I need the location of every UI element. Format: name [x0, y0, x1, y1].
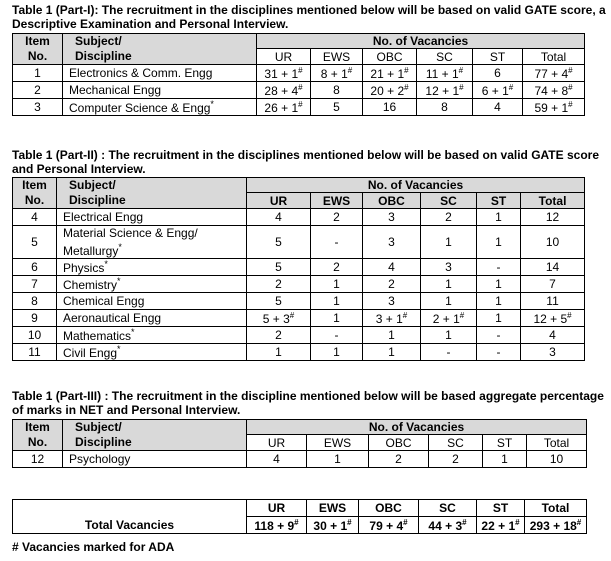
sc-header: SC	[429, 435, 483, 451]
table-row	[13, 226, 585, 259]
obc-cell: 3	[363, 293, 421, 310]
sc-cell: 1	[421, 293, 477, 310]
obc-header: OBC	[369, 435, 429, 451]
ur-cell: 31 + 1#	[257, 65, 311, 82]
total-cell: 12 + 5#	[521, 310, 585, 327]
st-cell: 6 + 1#	[473, 82, 523, 99]
ews-header: EWS	[311, 49, 363, 65]
item-no: 8	[13, 293, 57, 310]
total-sc: 44 + 3#	[419, 517, 477, 534]
ews-cell: 1	[307, 451, 369, 468]
ur-cell: 5 + 3#	[247, 310, 311, 327]
ews-header: EWS	[307, 500, 359, 517]
discipline-cell: Civil Engg*	[57, 344, 247, 361]
st-header: ST	[483, 435, 527, 451]
ews-cell: -	[311, 226, 363, 259]
sc-cell: 2	[421, 209, 477, 226]
ur-cell: 2	[247, 276, 311, 293]
total-header: Total	[525, 500, 587, 517]
total-cell: 3	[521, 344, 585, 361]
table-row	[13, 344, 585, 361]
ur-cell: 28 + 4#	[257, 82, 311, 99]
sc-cell: 11 + 1#	[417, 65, 473, 82]
ews-header: EWS	[307, 435, 369, 451]
obc-cell: 2	[369, 451, 429, 468]
st-header: ST	[473, 49, 523, 65]
sc-header: SC	[417, 49, 473, 65]
item-header: Item	[13, 178, 57, 193]
sc-header: SC	[421, 193, 477, 209]
discipline-cell: Computer Science & Engg*	[63, 99, 257, 116]
totals-label: Total Vacancies	[13, 517, 247, 534]
st-cell: 1	[477, 226, 521, 259]
ur-header: UR	[247, 500, 307, 517]
obc-header: OBC	[359, 500, 419, 517]
item-header: Item	[13, 34, 63, 49]
total-ews: 30 + 1#	[307, 517, 359, 534]
total-obc: 79 + 4#	[359, 517, 419, 534]
item-no: 1	[13, 65, 63, 82]
ews-cell: 2	[311, 259, 363, 276]
ur-cell: 5	[247, 226, 311, 259]
table-row	[13, 276, 585, 293]
ur-header: UR	[247, 435, 307, 451]
discipline-cell: Electronics & Comm. Engg	[63, 65, 257, 82]
obc-cell: 3	[363, 209, 421, 226]
discipline-cell: Electrical Engg	[57, 209, 247, 226]
sc-cell: 3	[421, 259, 477, 276]
table-row	[13, 259, 585, 276]
sc-cell: 12 + 1#	[417, 82, 473, 99]
footnote: # Vacancies marked for ADA	[12, 540, 175, 554]
sc-cell: -	[421, 344, 477, 361]
discipline-cell: Mathematics*	[57, 327, 247, 344]
discipline-header: Discipline	[63, 49, 257, 65]
table-row	[13, 99, 585, 116]
table-row	[13, 82, 585, 99]
item-no: 9	[13, 310, 57, 327]
totals-table	[12, 499, 587, 534]
discipline-cell: Mechanical Engg	[63, 82, 257, 99]
sc-cell: 1	[421, 327, 477, 344]
sc-cell: 2 + 1#	[421, 310, 477, 327]
item-no: 3	[13, 99, 63, 116]
sc-header: SC	[419, 500, 477, 517]
st-cell: 1	[477, 276, 521, 293]
total-cell: 12	[521, 209, 585, 226]
sc-cell: 2	[429, 451, 483, 468]
item-no: 11	[13, 344, 57, 361]
discipline-cell: Physics*	[57, 259, 247, 276]
table-row	[13, 451, 587, 468]
part3-header-row-2	[13, 435, 587, 451]
part3-heading: Table 1 (Part-III) : The recruitment in the discipline mentioned below will be based aggregate percentage of marks in NET and Personal Interview.	[12, 389, 604, 417]
ews-cell: 1	[311, 310, 363, 327]
st-cell: 1	[483, 451, 527, 468]
item-no: 10	[13, 327, 57, 344]
st-cell: 1	[477, 209, 521, 226]
ur-cell: 5	[247, 293, 311, 310]
part3-header-row-1	[13, 420, 587, 435]
no-header: No.	[13, 49, 63, 65]
totals-values-row	[13, 517, 587, 534]
subject-header: Subject/	[63, 34, 257, 49]
ur-header: UR	[247, 193, 311, 209]
ews-cell: 5	[311, 99, 363, 116]
ur-cell: 4	[247, 451, 307, 468]
obc-cell: 3 + 1#	[363, 310, 421, 327]
ur-cell: 2	[247, 327, 311, 344]
part2-table	[12, 177, 585, 361]
no-header: No.	[13, 193, 57, 209]
discipline-header: Discipline	[63, 435, 247, 451]
total-cell: 4	[521, 327, 585, 344]
obc-cell: 2	[363, 276, 421, 293]
st-header: ST	[477, 500, 525, 517]
st-cell: -	[477, 259, 521, 276]
ews-cell: 1	[311, 344, 363, 361]
subject-header: Subject/	[63, 420, 247, 435]
item-no: 4	[13, 209, 57, 226]
total-header: Total	[527, 435, 587, 451]
ews-cell: 1	[311, 276, 363, 293]
part2-header-row-2	[13, 193, 585, 209]
part3-table	[12, 419, 587, 468]
item-no: 2	[13, 82, 63, 99]
ur-cell: 26 + 1#	[257, 99, 311, 116]
ews-cell: 1	[311, 293, 363, 310]
part2-header-row-1	[13, 178, 585, 193]
totals-header-row	[13, 500, 587, 517]
obc-cell: 16	[363, 99, 417, 116]
total-cell: 59 + 1#	[523, 99, 585, 116]
total-cell: 7	[521, 276, 585, 293]
ews-cell: -	[311, 327, 363, 344]
part1-heading: Table 1 (Part-I): The recruitment in the disciplines mentioned below will be based on valid GATE score, a Descriptive Examination and Personal Interview.	[12, 3, 606, 31]
obc-cell: 1	[363, 344, 421, 361]
total-cell: 77 + 4#	[523, 65, 585, 82]
discipline-cell: Chemistry*	[57, 276, 247, 293]
total-cell: 74 + 8#	[523, 82, 585, 99]
obc-cell: 20 + 2#	[363, 82, 417, 99]
part2-heading: Table 1 (Part-II) : The recruitment in the disciplines mentioned below will be based on valid GATE score and Personal Interview.	[12, 148, 599, 176]
vacancies-header: No. of Vacancies	[247, 178, 585, 193]
item-no: 5	[13, 226, 57, 259]
st-cell: 1	[477, 293, 521, 310]
discipline-cell: Aeronautical Engg	[57, 310, 247, 327]
total-cell: 10	[527, 451, 587, 468]
total-st: 22 + 1#	[477, 517, 525, 534]
table-row	[13, 65, 585, 82]
item-no: 7	[13, 276, 57, 293]
ews-cell: 8 + 1#	[311, 65, 363, 82]
table-row	[13, 327, 585, 344]
total-cell: 10	[521, 226, 585, 259]
no-header: No.	[13, 435, 63, 451]
ur-header: UR	[257, 49, 311, 65]
item-header: Item	[13, 420, 63, 435]
vacancies-header: No. of Vacancies	[257, 34, 585, 49]
obc-header: OBC	[363, 193, 421, 209]
ews-cell: 2	[311, 209, 363, 226]
obc-cell: 21 + 1#	[363, 65, 417, 82]
table-row	[13, 293, 585, 310]
total-header: Total	[521, 193, 585, 209]
total-all: 293 + 18#	[525, 517, 587, 534]
obc-cell: 4	[363, 259, 421, 276]
st-header: ST	[477, 193, 521, 209]
st-cell: 1	[477, 310, 521, 327]
item-no: 6	[13, 259, 57, 276]
sc-cell: 8	[417, 99, 473, 116]
ur-cell: 4	[247, 209, 311, 226]
item-no: 12	[13, 451, 63, 468]
part1-header-row-2	[13, 49, 585, 65]
obc-cell: 3	[363, 226, 421, 259]
discipline-cell: Material Science & Engg/ Metallurgy*	[57, 226, 247, 259]
discipline-cell: Chemical Engg	[57, 293, 247, 310]
subject-header: Subject/	[57, 178, 247, 193]
part1-header-row-1	[13, 34, 585, 49]
st-cell: 4	[473, 99, 523, 116]
totals-label-spacer	[13, 500, 247, 517]
sc-cell: 1	[421, 276, 477, 293]
discipline-header: Discipline	[57, 193, 247, 209]
st-cell: -	[477, 344, 521, 361]
total-cell: 11	[521, 293, 585, 310]
total-ur: 118 + 9#	[247, 517, 307, 534]
ews-header: EWS	[311, 193, 363, 209]
table-row	[13, 209, 585, 226]
ur-cell: 5	[247, 259, 311, 276]
sc-cell: 1	[421, 226, 477, 259]
obc-header: OBC	[363, 49, 417, 65]
discipline-cell: Psychology	[63, 451, 247, 468]
st-cell: -	[477, 327, 521, 344]
table-row	[13, 310, 585, 327]
total-header: Total	[523, 49, 585, 65]
obc-cell: 1	[363, 327, 421, 344]
ews-cell: 8	[311, 82, 363, 99]
ur-cell: 1	[247, 344, 311, 361]
total-cell: 14	[521, 259, 585, 276]
st-cell: 6	[473, 65, 523, 82]
vacancies-header: No. of Vacancies	[247, 420, 587, 435]
part1-table	[12, 33, 585, 116]
